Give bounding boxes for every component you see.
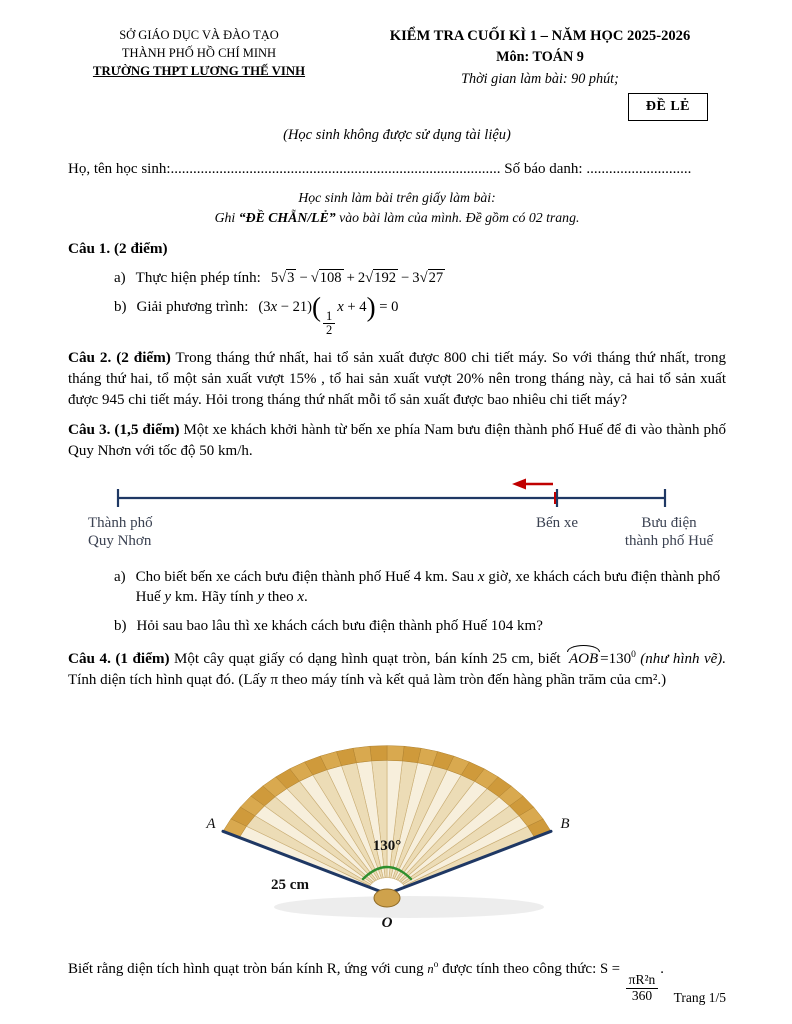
- question-4-text-1: Một cây quạt giấy có dạng hình quạt tròn, bán kính 25 cm, biết: [174, 650, 561, 667]
- angle-aob-notation: AOB: [567, 647, 600, 670]
- student-id-field: ............................: [586, 160, 692, 177]
- question-3: [68, 420, 726, 462]
- question-3b: b) Hỏi sau bao lâu thì xe khách cách bưu điện thành phố Huế 104 km?: [68, 616, 726, 637]
- label-buu-dien-line2: thành phố Huế: [624, 533, 714, 550]
- fan-label-b: B: [560, 815, 570, 832]
- fan-radius-label: 25 cm: [271, 876, 309, 893]
- label-buu-dien-line1: Bưu điện: [641, 515, 697, 532]
- exam-code-row: [68, 93, 708, 120]
- question-3a-text: Cho biết bến xe cách bưu điện thành phố Huế 4 km. Sau x giờ, xe khách cách bưu điện thành phố Huế y km. Hãy tính y theo x.: [135, 568, 721, 606]
- left-paren: (: [312, 291, 322, 322]
- question-1b-text: Giải phương trình:: [136, 298, 249, 315]
- question-4-text-2: Tính diện tích hình quạt đó. (Lấy π theo máy tính và kết quả làm tròn đến hàng phần trăm của cm².): [68, 671, 667, 688]
- sqrt-term: √108: [310, 269, 342, 286]
- number-line-figure: [68, 472, 724, 552]
- department-line: SỞ GIÁO DỤC VÀ ĐÀO TẠO: [119, 28, 279, 42]
- even-odd-code: “ĐỀ CHẴN/LẺ”: [238, 209, 336, 225]
- question-2-heading: Câu 2. (2 điểm): [68, 349, 171, 367]
- label-quy-nhon-line2: Quy Nhơn: [88, 533, 152, 550]
- question-2-text: Trong tháng thứ nhất, hai tổ sản xuất được 800 chi tiết máy. So với tháng thứ nhất, trong tháng thứ hai, tổ một sản xuất vượt 15% , tổ hai sản xuất vượt 20% nên trong tháng này, cả hai tổ sản xuất được 945 chi tiết máy. Hỏi trong tháng thứ nhất mỗi tổ sản xuất được bao nhiêu chi tiết máy?: [68, 350, 727, 408]
- no-materials-note: (Học sinh không được sử dụng tài liệu): [283, 126, 511, 143]
- student-name-field: ........................................................................................: [170, 160, 501, 177]
- student-name-label: Họ, tên học sinh:: [68, 160, 171, 177]
- formula-expression: S = $\frac{\text{πR²n}}{360}$ .: [600, 961, 664, 1004]
- exam-code-box: ĐỀ LẺ: [628, 93, 708, 120]
- fan-angle-label: 130°: [372, 837, 402, 854]
- city-line: THÀNH PHỐ HỒ CHÍ MINH: [121, 46, 277, 61]
- instruction-line-1: Học sinh làm bài trên giấy làm bài:: [298, 190, 496, 206]
- question-3a: a) Cho biết bến xe cách bưu điện thành phố Huế 4 km. Sau x giờ, xe khách cách bưu điện thành phố Huế y km. Hãy tính y theo x.: [68, 567, 726, 608]
- route-diagram: [68, 472, 726, 559]
- exam-title-block: [354, 26, 726, 89]
- instructions: [68, 188, 726, 227]
- question-4-heading: Câu 4. (1 điểm): [68, 649, 170, 667]
- question-3b-text: Hỏi sau bao lâu thì xe khách cách bưu điện thành phố Huế 104 km?: [136, 618, 543, 635]
- question-3-text: Một xe khách khởi hành từ bến xe phía Nam bưu điện thành phố Huế để đi vào thành phố Quy Nhơn với tốc độ 50 km/h.: [68, 422, 726, 460]
- student-id-label: Số báo danh:: [504, 160, 583, 177]
- exam-duration: Thời gian làm bài: 90 phút;: [461, 70, 619, 87]
- label-ben-xe: Bến xe: [535, 515, 579, 532]
- bus-direction-arrow: [512, 479, 555, 505]
- header: [68, 26, 726, 89]
- n-degrees-symbol: n: [427, 962, 434, 977]
- formula-fraction: $\frac{\text{πR²n}}{360}$: [626, 973, 659, 1004]
- school-block: [68, 26, 330, 89]
- fan-label-a: A: [206, 815, 216, 832]
- instruction-line-2: Ghi “ĐỀ CHẴN/LẺ” vào bài làm của mình. Đề gồm có 02 trang.: [214, 209, 580, 225]
- student-info-line: [68, 159, 726, 180]
- sector-area-formula: Biết rằng diện tích hình quạt tròn bán kính R, ứng với cung $n^o$ được tính theo công thức: S = $\frac{\text{πR²n}}{360}$ .: [68, 960, 664, 1004]
- paper-fan-image: [187, 699, 607, 939]
- question-4: Câu 4. (1 điểm) Một cây quạt giấy có dạng hình quạt tròn, bán kính 25 cm, biết AOB $=130^0$ (như hình vẽ). Tính diện tích hình quạt đó. (Lấy π theo máy tính và kết quả làm tròn đến hàng phần trăm của cm².): [68, 647, 726, 691]
- page-number: Trang 1/5: [673, 990, 726, 1006]
- label-quy-nhon-line1: Thành phố: [88, 515, 153, 532]
- question-1b: b) Giải phương trình: (3x − 21)( $\frac{1}{2}$ x + 4) = 0: [114, 291, 399, 338]
- fan-shadow: [274, 896, 544, 918]
- fan-figure: [68, 699, 726, 946]
- expression-1b: (3x − 21)( $\frac{1}{2}$ x + 4) = 0: [258, 291, 399, 338]
- sqrt-term: √27: [419, 269, 444, 286]
- fraction-one-half: $\frac{1}{2}$: [323, 310, 335, 339]
- right-paren: ): [366, 291, 376, 322]
- question-1a: a) Thực hiện phép tính: 5√3 − √108 + 2√192 − 3√27: [68, 268, 726, 289]
- sqrt-term: √3: [278, 269, 295, 286]
- school-name: TRƯỜNG THPT LƯƠNG THẾ VINH: [92, 64, 306, 79]
- question-1a-text: Thực hiện phép tính:: [135, 269, 261, 286]
- question-4-italic: (như hình vẽ).: [640, 650, 727, 667]
- sqrt-term: √192: [365, 269, 397, 286]
- question-1-heading: Câu 1. (2 điểm): [68, 239, 168, 257]
- exam-subject: Môn: TOÁN 9: [496, 49, 584, 66]
- exam-title: KIỂM TRA CUỐI KÌ 1 – NĂM HỌC 2025-2026: [389, 28, 691, 44]
- question-3-heading: Câu 3. (1,5 điểm): [68, 421, 180, 439]
- fan-label-o: O: [381, 914, 393, 931]
- route-line: [118, 489, 665, 507]
- expression-1a: 5√3 − √108 + 2√192 − 3√27: [270, 269, 444, 286]
- fan-pivot: [374, 889, 400, 907]
- question-2: [68, 348, 726, 410]
